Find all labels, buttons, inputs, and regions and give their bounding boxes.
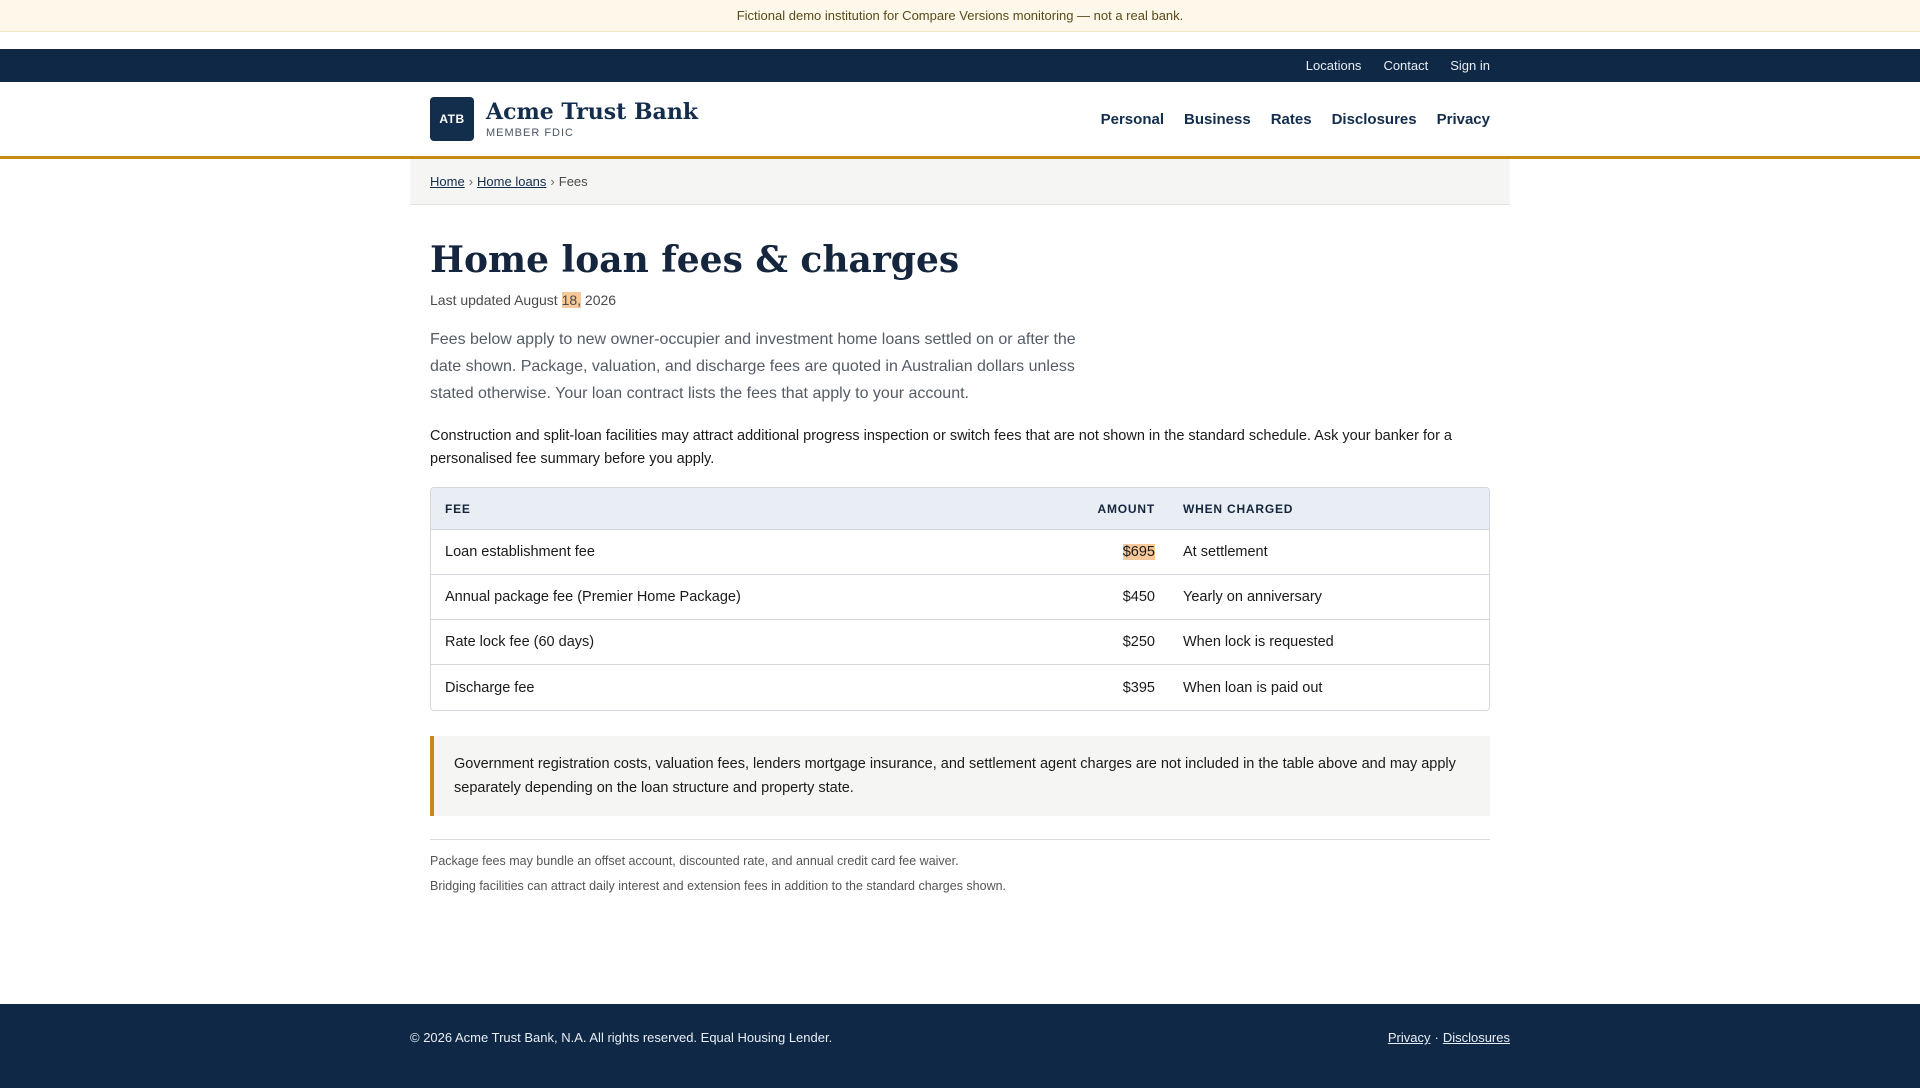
fee-table: [430, 487, 1490, 711]
table-row: [431, 530, 1489, 575]
brand-name: Acme Trust Bank: [486, 99, 699, 125]
fee-name: Discharge fee: [445, 679, 535, 696]
footer-links: [1388, 1030, 1510, 1045]
header-fee: FEE: [431, 488, 1039, 530]
fee-amount: $250: [1039, 620, 1169, 665]
fee-name: Annual package fee (Premier Home Package): [431, 575, 1039, 620]
fee-when: When loan is paid out: [1183, 679, 1323, 696]
main-nav: [1081, 111, 1490, 128]
last-updated: [430, 292, 1490, 308]
demo-banner-text: Fictional demo institution for Compare Versions monitoring — not a real bank.: [736, 8, 1184, 23]
footer-copyright: © 2026 Acme Trust Bank, N.A. All rights reserved. Equal Housing Lender.: [410, 1030, 833, 1045]
nav-rates[interactable]: Rates: [1270, 110, 1312, 128]
logo-badge: ATB: [430, 97, 474, 141]
brand-text: [486, 99, 698, 139]
header-when-charged: WHEN CHARGED: [1169, 488, 1489, 530]
breadcrumb-current: Fees: [558, 174, 588, 189]
footer-link-privacy[interactable]: Privacy: [1387, 1030, 1431, 1045]
exclusions-callout: [430, 736, 1490, 816]
nav-business[interactable]: Business: [1184, 110, 1251, 128]
breadcrumb: [410, 159, 1510, 205]
table-row: [431, 620, 1489, 665]
fee-name: Loan establishment fee: [431, 530, 1039, 575]
fee-amount-highlight: $695: [1122, 544, 1155, 560]
nav-disclosures[interactable]: Disclosures: [1331, 110, 1417, 128]
divider: [430, 839, 1490, 840]
table-row: [431, 665, 1489, 710]
last-updated-year: 2026: [584, 292, 617, 308]
breadcrumb-separator: ›: [468, 174, 474, 189]
breadcrumb-home-loans[interactable]: Home loans: [477, 174, 547, 189]
main-content: [430, 205, 1490, 893]
callout-text: Government registration costs, valuation fees, lenders mortgage insurance, and settlement agent charges are not included in the table above and may apply separately depending on the loan structure and property state.: [454, 756, 1456, 796]
lead-paragraph: Fees below apply to new owner-occupier and investment home loans settled on or after the date shown. Package, valuation, and discharge fees are quoted in Australian dollars unless stated otherwise. Your loan contract lists the fees that apply to your account.: [430, 331, 1076, 402]
table-row: [431, 575, 1489, 620]
fee-amount: $450: [1039, 575, 1169, 620]
site-footer: [0, 1004, 1920, 1088]
footnote-package: Package fees may bundle an offset account, discounted rate, and annual credit card fee waiver.: [430, 854, 959, 868]
last-updated-prefix: Last updated August: [430, 292, 558, 308]
utility-nav: [0, 49, 1920, 82]
page-title: Home loan fees & charges: [430, 239, 960, 281]
masthead: [0, 82, 1920, 159]
breadcrumb-home[interactable]: Home: [430, 174, 465, 189]
utility-link-locations[interactable]: Locations: [1305, 58, 1362, 73]
nav-personal[interactable]: Personal: [1100, 110, 1164, 128]
footer-link-disclosures[interactable]: Disclosures: [1442, 1030, 1510, 1045]
nav-privacy[interactable]: Privacy: [1436, 110, 1490, 128]
construction-note: Construction and split-loan facilities may attract additional progress inspection or switch fees that are not shown in the standard schedule. Ask your banker for a personalised fee summary before you apply.: [430, 428, 1452, 467]
fee-when: Yearly on anniversary: [1169, 575, 1489, 620]
footer-inner: [410, 1004, 1510, 1045]
fee-amount: [1039, 530, 1169, 575]
last-updated-day-highlight: 18,: [561, 292, 582, 308]
fee-when: At settlement: [1169, 530, 1489, 575]
utility-link-contact[interactable]: Contact: [1383, 58, 1429, 73]
brand-sub: MEMBER FDIC: [486, 127, 574, 139]
utility-link-sign-in[interactable]: Sign in: [1450, 58, 1490, 73]
header-amount: AMOUNT: [1039, 488, 1169, 530]
fee-name: Rate lock fee (60 days): [431, 620, 1039, 665]
breadcrumb-separator: ›: [550, 174, 555, 189]
brand[interactable]: [430, 97, 698, 141]
fee-amount: $395: [1122, 679, 1155, 696]
footnote-bridging: Bridging facilities can attract daily interest and extension fees in addition to the standard charges shown.: [430, 879, 1007, 893]
fee-table-header: [431, 488, 1489, 530]
demo-banner: [0, 0, 1920, 32]
footer-separator: ·: [1434, 1030, 1439, 1045]
fee-when: When lock is requested: [1169, 620, 1489, 665]
